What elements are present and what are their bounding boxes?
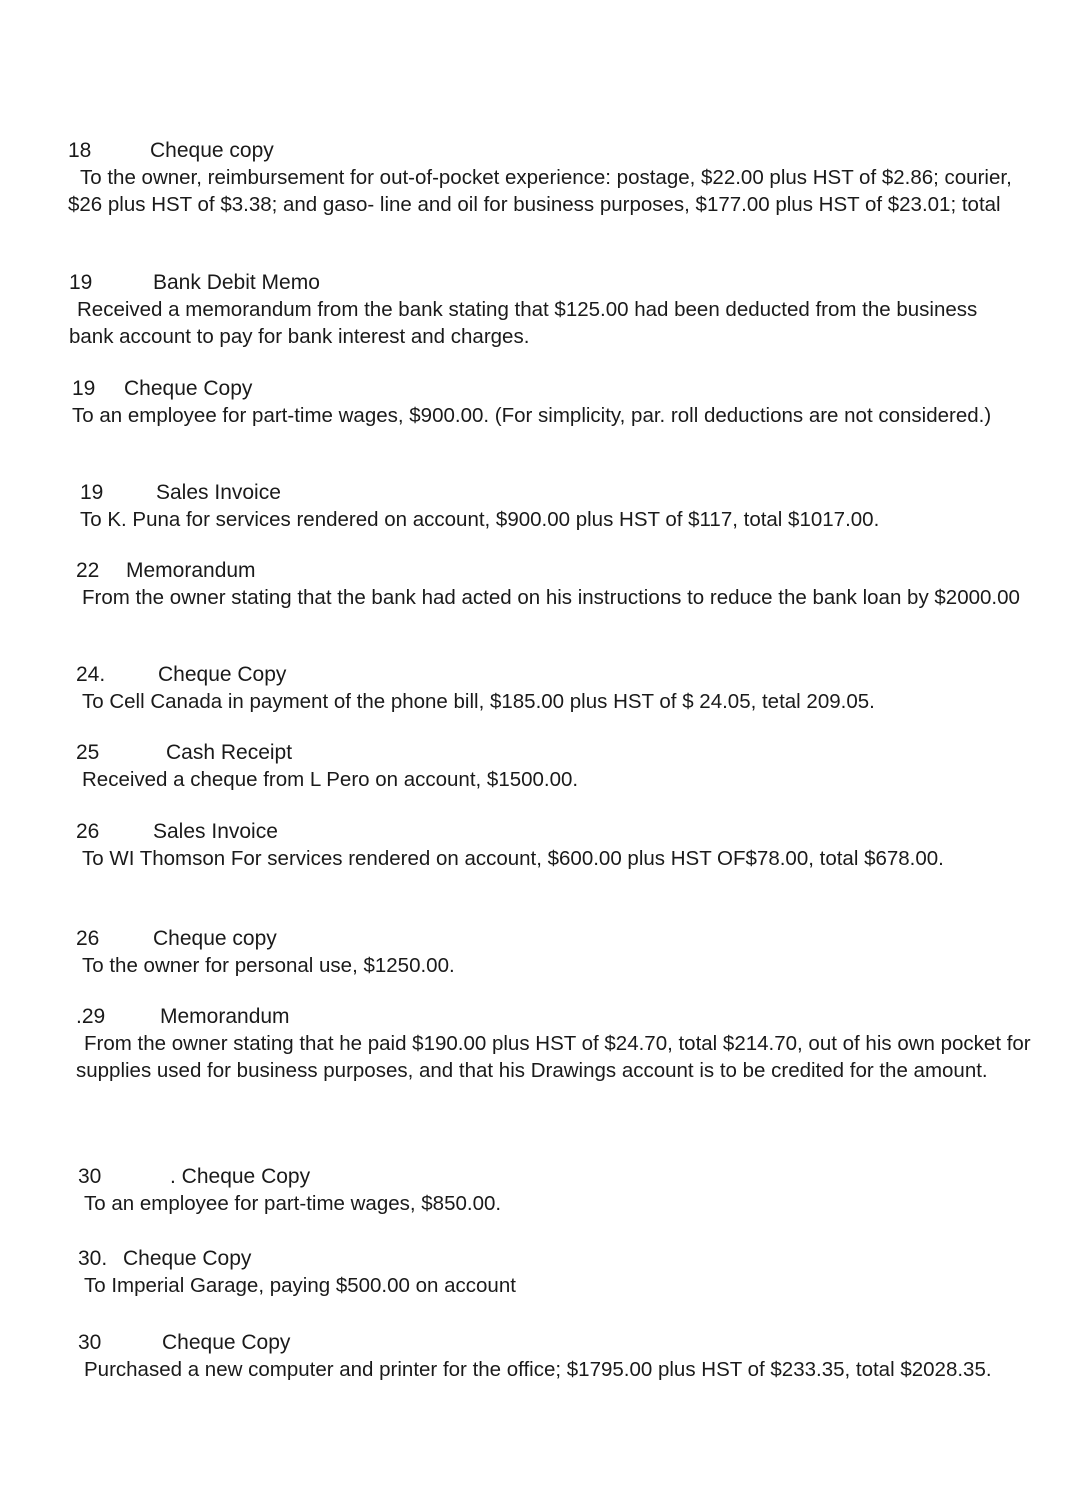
- journal-entry: [72, 376, 1002, 429]
- entry-description: Received a cheque from L Pero on account, $1500.00.: [82, 768, 579, 791]
- entry-description: To the owner, reimbursement for out-of-pocket experience: postage, $22.00 plus HST of $2.86; courier, $26 plus HST of $3.38; and gaso- line and oil for business purposes, $177.00 plus HST of $23.01; total: [68, 166, 1012, 216]
- entry-type: Cheque Copy: [124, 377, 253, 400]
- entry-type: Cheque copy: [153, 927, 277, 950]
- journal-entry: [76, 558, 1046, 611]
- entry-header: [76, 926, 1066, 952]
- entry-type: Bank Debit Memo: [153, 271, 320, 294]
- entry-type: Memorandum: [126, 559, 256, 582]
- entry-date: 26: [76, 820, 100, 843]
- entry-date: .29: [76, 1005, 106, 1028]
- entry-date: 19: [80, 481, 104, 504]
- entry-type: Sales Invoice: [153, 820, 278, 843]
- entry-header: [76, 558, 1046, 584]
- journal-entry: [76, 1004, 1061, 1084]
- entry-header: [68, 138, 1048, 164]
- entry-description: To the owner for personal use, $1250.00.: [82, 954, 455, 977]
- entry-date: 25: [76, 741, 100, 764]
- journal-entry: [76, 740, 1066, 793]
- entry-date: 24.: [76, 663, 106, 686]
- entry-header: [80, 480, 1070, 506]
- entry-header: [76, 1004, 1061, 1030]
- entry-description: From the owner stating that he paid $190.00 plus HST of $24.70, total $214.70, out of his own pocket for supplies used for business purposes, and that his Drawings account is to be credited for the amount.: [76, 1032, 1031, 1082]
- entry-date: 30.: [78, 1247, 108, 1270]
- entry-description: To an employee for part-time wages, $850.00.: [84, 1192, 502, 1215]
- journal-entry: [78, 1330, 1038, 1383]
- entry-header: [76, 740, 1066, 766]
- entry-date: 18: [68, 139, 92, 162]
- journal-entry: [80, 480, 1070, 533]
- entry-type: . Cheque Copy: [170, 1165, 311, 1188]
- entry-description: To an employee for part-time wages, $900.00. (For simplicity, par. roll deductions are not considered.): [72, 404, 992, 427]
- entry-type: Sales Invoice: [156, 481, 281, 504]
- entry-type: Cheque Copy: [158, 663, 287, 686]
- entry-date: 26: [76, 927, 100, 950]
- entry-description: To Imperial Garage, paying $500.00 on account: [84, 1274, 516, 1297]
- entry-header: [69, 270, 1009, 296]
- journal-entry: [78, 1246, 1058, 1299]
- entry-description: To K. Puna for services rendered on account, $900.00 plus HST of $117, total $1017.00.: [80, 508, 880, 531]
- entry-date: 30: [78, 1165, 102, 1188]
- entry-description: To WI Thomson For services rendered on account, $600.00 plus HST OF$78.00, total $678.00.: [82, 847, 944, 870]
- journal-entry: [68, 138, 1048, 218]
- journal-entry: [76, 662, 1066, 715]
- entry-type: Memorandum: [160, 1005, 290, 1028]
- entry-description: Purchased a new computer and printer for the office; $1795.00 plus HST of $233.35, total $2028.35.: [84, 1358, 992, 1381]
- entry-type: Cheque copy: [150, 139, 274, 162]
- entry-date: 19: [72, 377, 96, 400]
- entry-date: 19: [69, 271, 93, 294]
- entry-header: [76, 662, 1066, 688]
- entry-description: Received a memorandum from the bank stating that $125.00 had been deducted from the business bank account to pay for bank interest and charges.: [69, 298, 978, 348]
- entry-date: 30: [78, 1331, 102, 1354]
- entry-type: Cheque Copy: [162, 1331, 291, 1354]
- entry-type: Cash Receipt: [166, 741, 293, 764]
- entry-header: [78, 1246, 1058, 1272]
- journal-entry: [69, 270, 1009, 350]
- entry-date: 22: [76, 559, 100, 582]
- entry-header: [78, 1164, 1058, 1190]
- journal-entry: [76, 819, 1076, 872]
- entry-description: To Cell Canada in payment of the phone bill, $185.00 plus HST of $ 24.05, tetal 209.05.: [82, 690, 875, 713]
- entry-header: [76, 819, 1076, 845]
- entry-header: [78, 1330, 1038, 1356]
- entry-description: From the owner stating that the bank had acted on his instructions to reduce the bank loan by $2000.00: [82, 586, 1020, 609]
- entry-header: [72, 376, 1002, 402]
- journal-entry: [76, 926, 1066, 979]
- journal-entry: [78, 1164, 1058, 1217]
- entry-type: Cheque Copy: [123, 1247, 252, 1270]
